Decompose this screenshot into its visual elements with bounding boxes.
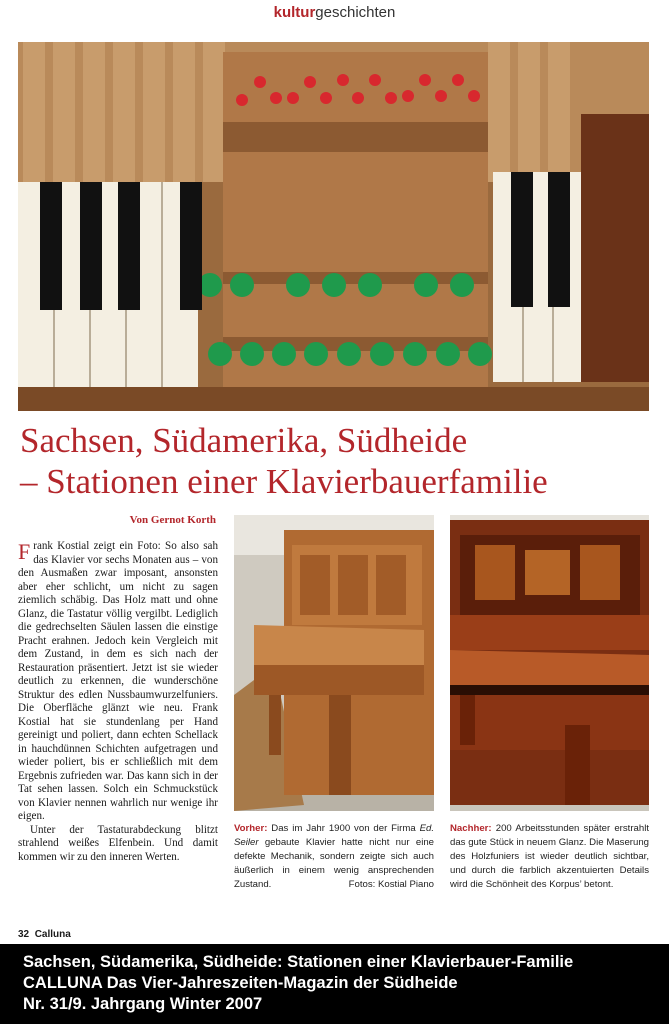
caption-before-text-a: Das im Jahr 1900 von der Firma xyxy=(267,823,420,834)
caption-after-text: 200 Arbeitsstunden später erstrahlt das gute Stück in neuem Glanz. Die Maserung des Holzfuniers ist wieder deutlich sichtbar, und durch die farblich akzentuierten Details wird die Schönheit des Korpus’ betont. xyxy=(450,823,649,890)
dropcap: F xyxy=(18,539,31,564)
caption-after-label: Nachher: xyxy=(450,823,492,834)
footer-line-1: Sachsen, Südamerika, Südheide: Stationen einer Klavierbauer-Familie xyxy=(23,953,574,971)
headline-line-2: – Stationen einer Klavierbauerfamilie xyxy=(20,462,548,501)
section-prefix: kultur xyxy=(273,4,316,21)
footer-bar xyxy=(0,944,669,1024)
caption-before xyxy=(234,822,434,892)
article-body xyxy=(18,540,218,864)
caption-before-maker: Ed. Seiler xyxy=(234,823,434,848)
caption-before-label: Vorher: xyxy=(234,823,268,834)
photo-credit: Fotos: Kostial Piano xyxy=(348,879,434,890)
footer-line-3: Nr. 31/9. Jahrgang Winter 2007 xyxy=(23,995,263,1013)
photo-before-restoration xyxy=(234,515,434,811)
section-header xyxy=(0,4,669,21)
photo-after-restoration xyxy=(450,515,649,811)
article-headline xyxy=(20,420,660,502)
caption-before-text-b: gebaute Klavier hatte nicht nur eine defekte Mechanik, sondern zeigte sich auch äußerlich in einem wenig ansprechenden Zustand. xyxy=(234,837,434,890)
page-number: 32 xyxy=(18,929,30,940)
body-paragraph-1 xyxy=(18,540,218,824)
folio xyxy=(18,929,71,940)
section-suffix: geschichten xyxy=(315,4,396,21)
hero-photo-piano-keys xyxy=(18,42,649,411)
footer-line-2: CALLUNA Das Vier-Jahreszeiten-Magazin der Südheide xyxy=(23,974,458,992)
body-paragraph-2: Unter der Tastaturabdeckung blitzt strahlend weißes Elfenbein. Und damit kommen wir zu den inneren Werten. xyxy=(18,823,218,863)
magazine-name: Calluna xyxy=(34,929,71,940)
caption-after xyxy=(450,822,649,892)
headline-line-1: Sachsen, Südamerika, Südheide xyxy=(20,421,468,460)
paragraph-1-text: rank Kostial zeigt ein Foto: So also sah das Klavier vor sechs Monaten aus – von den Ausmaßen zwar imposant, ansonsten aber eher schlicht, um nicht zu sagen ziemlich schäbig. Das Holz matt und ohne Glanz, die Tastatur völlig vergilbt. Lediglich die gedrechselten Säulen lassen die einstige Pracht erahnen. Jedoch kein Vergleich mit dem Zustand, in dem es sich nach der Restauration präsentiert. Jetzt ist sie wieder deutlich zu erkennen, die wunderschöne Struktur des edlen Nussbaumwurzelfuniers. Die Oberfläche glänzt wie neu. Frank Kostial hat sie stundenlang per Hand gereinigt und poliert, dann echten Schellack in hauchdünnen Schichten aufgetragen und wieder poliert, bis er schließlich mit dem Ergebnis zufrieden war. Das kann sich in der Tat sehen lassen. Solch ein Schmuckstück von Klavier nennen wahrlich nur wenige ihr eigen. xyxy=(18,540,218,822)
byline: Von Gernot Korth xyxy=(129,514,216,526)
